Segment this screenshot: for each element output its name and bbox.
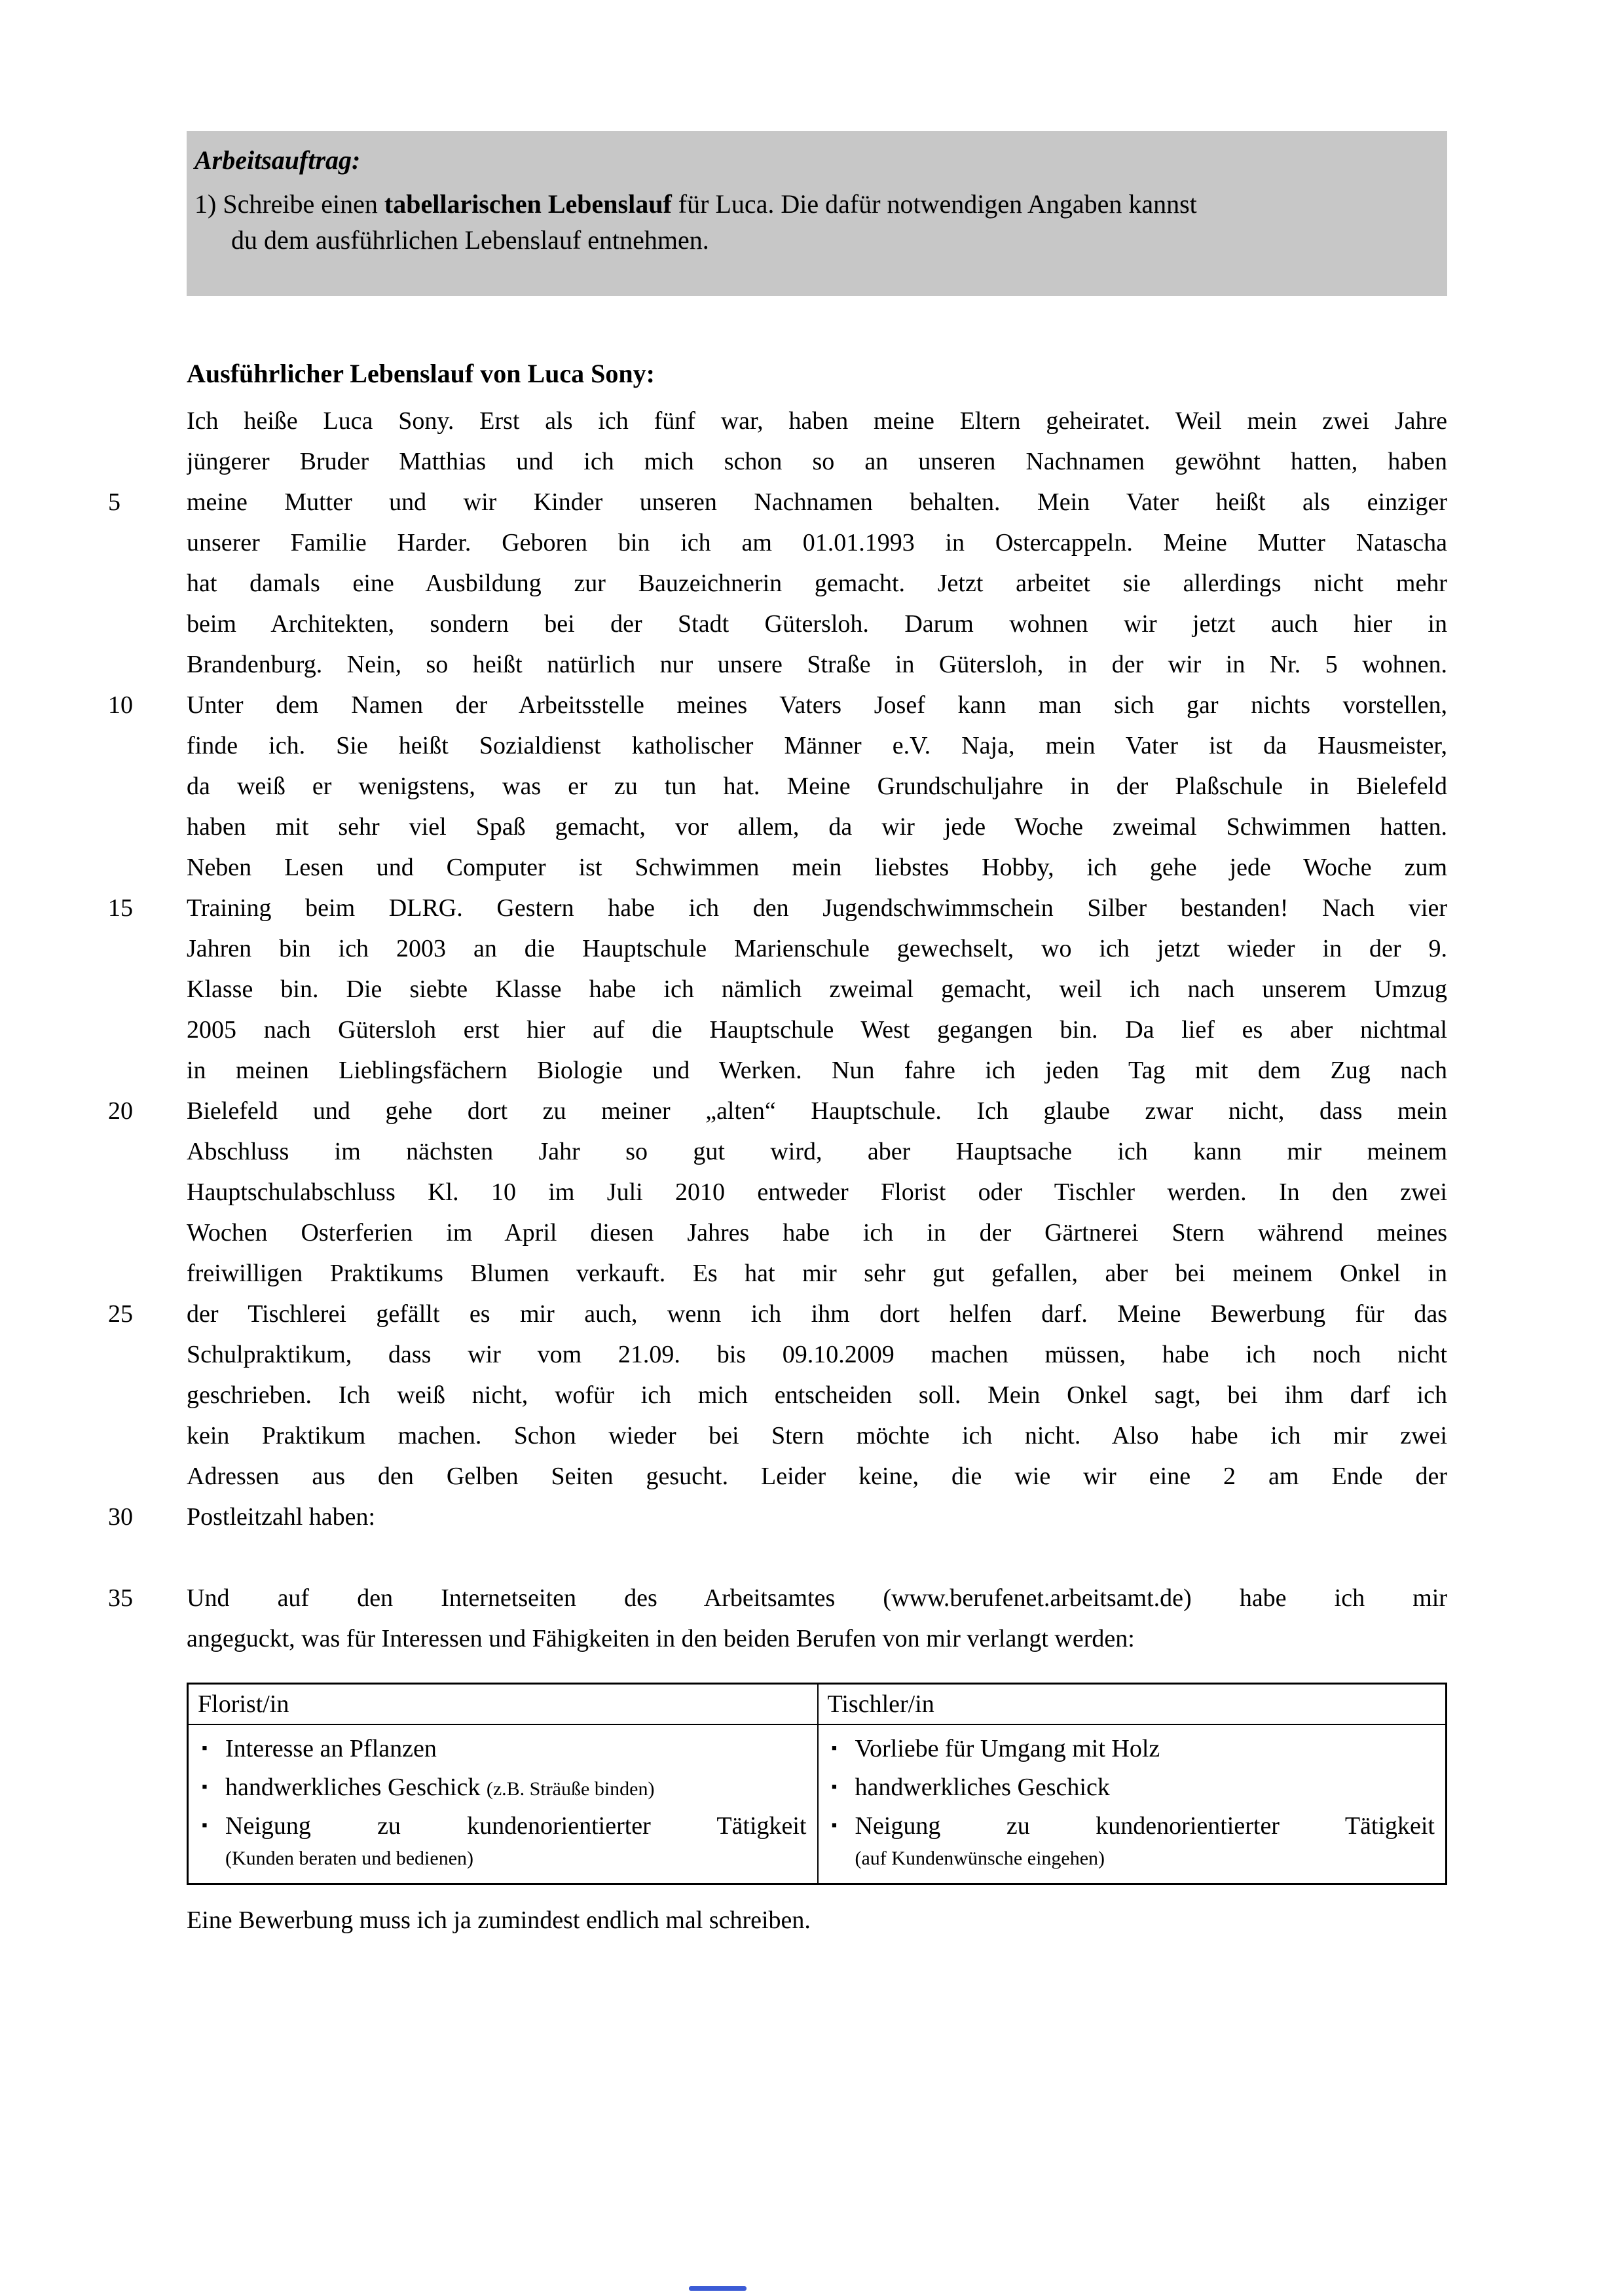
line-number: 15 <box>108 894 133 922</box>
essay-line-text: Brandenburg. Nein, so heißt natürlich nur unsere Straße in Gütersloh, in der wir in Nr. 5 wohnen. <box>187 651 1447 678</box>
essay-line <box>108 969 1447 1010</box>
bullet-item-line <box>225 1769 807 1808</box>
bullet-item-body <box>225 1730 807 1769</box>
line-number <box>108 1456 187 1497</box>
bullet-item-body <box>855 1769 1435 1808</box>
paragraph-line <box>108 1578 1447 1618</box>
bullet-item-body <box>855 1730 1435 1769</box>
line-number <box>108 522 187 563</box>
essay-line-text: Schulpraktikum, dass wir vom 21.09. bis 09.10.2009 machen müssen, habe ich noch nicht <box>187 1341 1447 1368</box>
essay-line-text: kein Praktikum machen. Schon wieder bei Stern möchte ich nicht. Also habe ich mir zwei <box>187 1422 1447 1449</box>
essay-line <box>108 1010 1447 1050</box>
bullet-text: handwerkliches Geschick <box>225 1774 487 1801</box>
table-bullet-item <box>195 1769 807 1808</box>
essay-line <box>108 1334 1447 1375</box>
bullet-note-inline: (z.B. Sträuße binden) <box>486 1778 655 1800</box>
task-item-line-1 <box>194 186 1430 222</box>
table-header-florist: Florist/in <box>198 1690 289 1718</box>
essay-line <box>108 1050 1447 1091</box>
essay-line-text: Adressen aus den Gelben Seiten gesucht. Leider keine, die wie wir eine 2 am Ende der <box>187 1463 1447 1490</box>
essay-line <box>108 644 1447 685</box>
essay-line-text: Neben Lesen und Computer ist Schwimmen mein liebstes Hobby, ich gehe jede Woche zum <box>187 854 1447 881</box>
essay-line-text: Hauptschulabschluss Kl. 10 im Juli 2010 entweder Florist oder Tischler werden. In den zwei <box>187 1178 1447 1206</box>
essay-line-text: meine Mutter und wir Kinder unseren Nachnamen behalten. Mein Vater heißt als einziger <box>187 488 1447 516</box>
essay-line <box>108 1375 1447 1415</box>
tischler-cell <box>817 1725 1446 1883</box>
essay-line-text: in meinen Lieblingsfächern Biologie und Werken. Nun fahre ich jeden Tag mit dem Zug nach <box>187 1057 1447 1084</box>
bullet-item-line <box>855 1769 1435 1808</box>
florist-cell <box>189 1725 817 1883</box>
internet-paragraph <box>108 1578 1447 1659</box>
essay-line <box>108 1131 1447 1172</box>
bullet-item-body <box>855 1808 1435 1871</box>
bullet-text: Neigung zu kundenorientierter Tätigkeit <box>855 1812 1435 1840</box>
essay-line-text: haben mit sehr viel Spaß gemacht, vor allem, da wir jede Woche zweimal Schwimmen hatten. <box>187 813 1447 841</box>
essay-line <box>108 847 1447 888</box>
page-content <box>108 0 1447 1939</box>
bullet-item-line <box>855 1808 1435 1846</box>
line-number <box>108 1050 187 1091</box>
line-number <box>108 604 187 644</box>
task-item-suffix: für Luca. Die dafür notwendigen Angaben kannst <box>671 189 1197 219</box>
bullet-item-line <box>225 1730 807 1769</box>
line-number <box>108 725 187 766</box>
line-number <box>108 1253 187 1294</box>
line-number: 5 <box>108 488 120 516</box>
essay-line-text: freiwilligen Praktikums Blumen verkauft. Es hat mir sehr gut gefallen, aber bei meinem Onkel in <box>187 1260 1447 1287</box>
bullet-text: handwerkliches Geschick <box>855 1774 1110 1801</box>
essay-line-text: Bielefeld und gehe dort zu meiner „alten“ Hauptschule. Ich glaube zwar nicht, dass mein <box>187 1097 1447 1125</box>
essay-line-text: hat damals eine Ausbildung zur Bauzeichnerin gemacht. Jetzt arbeitet sie allerdings nicht mehr <box>187 570 1447 597</box>
essay-line <box>108 482 1447 522</box>
table-header-tischler: Tischler/in <box>817 1685 1446 1724</box>
paragraph-line-text: Und auf den Internetseiten des Arbeitsamtes (www.berufenet.arbeitsamt.de) habe ich mir <box>187 1584 1447 1612</box>
essay-line <box>108 1497 1447 1537</box>
essay-line <box>108 441 1447 482</box>
table-bullet-item <box>825 1808 1435 1871</box>
task-item-prefix: 1) Schreibe einen <box>194 189 384 219</box>
bullet-text: Interesse an Pflanzen <box>225 1735 437 1762</box>
line-number: 25 <box>108 1300 133 1328</box>
essay-line <box>108 685 1447 725</box>
essay-line <box>108 1294 1447 1334</box>
bullet-icon: ▪ <box>202 1817 208 1834</box>
line-number <box>108 563 187 604</box>
essay-line-text: Klasse bin. Die siebte Klasse habe ich nämlich zweimal gemacht, weil ich nach unserem Umzug <box>187 975 1447 1003</box>
essay-body <box>108 401 1447 1537</box>
bullet-icon: ▪ <box>831 1778 838 1796</box>
task-box <box>187 131 1447 296</box>
essay-line-text: Postleitzahl haben: <box>187 1503 376 1531</box>
essay-line-text: Unter dem Namen der Arbeitsstelle meines Vaters Josef kann man sich gar nichts vorstellen, <box>187 691 1447 719</box>
essay-line <box>108 1212 1447 1253</box>
footer-artifact <box>689 2286 747 2291</box>
task-item-line-2: du dem ausführlichen Lebenslauf entnehmen. <box>231 225 709 255</box>
paragraph-line-text: angeguckt, was für Interessen und Fähigkeiten in den beiden Berufen von mir verlangt werden: <box>187 1625 1135 1652</box>
line-number <box>108 1415 187 1456</box>
bullet-icon: ▪ <box>831 1740 838 1757</box>
essay-line <box>108 888 1447 928</box>
bullet-text: Vorliebe für Umgang mit Holz <box>855 1735 1160 1762</box>
essay-line <box>108 401 1447 441</box>
essay-line <box>108 766 1447 807</box>
essay-line <box>108 1091 1447 1131</box>
essay-line-text: geschrieben. Ich weiß nicht, wofür ich mich entscheiden soll. Mein Onkel sagt, bei ihm darf ich <box>187 1381 1447 1409</box>
line-number <box>108 1010 187 1050</box>
bullet-note-below: (auf Kundenwünsche eingehen) <box>855 1848 1105 1869</box>
line-number <box>108 441 187 482</box>
line-number <box>108 807 187 847</box>
essay-line-text: unserer Familie Harder. Geboren bin ich am 01.01.1993 in Ostercappeln. Meine Mutter Natascha <box>187 529 1447 556</box>
line-number <box>108 766 187 807</box>
bullet-icon: ▪ <box>202 1740 208 1757</box>
bullet-item-body <box>225 1808 807 1871</box>
line-number <box>108 969 187 1010</box>
essay-line-text: Jahren bin ich 2003 an die Hauptschule Marienschule gewechselt, wo ich jetzt wieder in der 9. <box>187 935 1447 962</box>
bullet-icon: ▪ <box>202 1778 208 1796</box>
table-bullet-item <box>195 1808 807 1871</box>
essay-line <box>108 807 1447 847</box>
essay-line-text: Training beim DLRG. Gestern habe ich den Jugendschwimmschein Silber bestanden! Nach vier <box>187 894 1447 922</box>
task-item-bold: tabellarischen Lebenslauf <box>384 189 672 219</box>
bullet-item-body <box>225 1769 807 1808</box>
essay-line-text: jüngerer Bruder Matthias und ich mich schon so an unseren Nachnamen gewöhnt hatten, haben <box>187 448 1447 475</box>
essay-line-text: der Tischlerei gefällt es mir auch, wenn ich ihm dort helfen darf. Meine Bewerbung für das <box>187 1300 1447 1328</box>
essay-line <box>108 604 1447 644</box>
essay-line <box>108 725 1447 766</box>
table-bullet-item <box>195 1730 807 1769</box>
task-box-title: Arbeitsauftrag: <box>194 145 361 175</box>
line-number: 35 <box>108 1584 133 1612</box>
closing-line: Eine Bewerbung muss ich ja zumindest endlich mal schreiben. <box>187 1906 811 1934</box>
essay-line-text: finde ich. Sie heißt Sozialdienst katholischer Männer e.V. Naja, mein Vater ist da Hausmeister, <box>187 732 1447 759</box>
bullet-item-line <box>225 1808 807 1846</box>
table-body-row <box>189 1725 1445 1883</box>
line-number <box>108 1334 187 1375</box>
essay-line <box>108 1456 1447 1497</box>
bullet-note-below: (Kunden beraten und bedienen) <box>225 1848 474 1869</box>
bullet-icon: ▪ <box>831 1817 838 1834</box>
table-bullet-item <box>825 1730 1435 1769</box>
line-number <box>108 1618 187 1659</box>
essay-line <box>108 1415 1447 1456</box>
line-number <box>108 1212 187 1253</box>
line-number <box>108 1131 187 1172</box>
essay-line-text: da weiß er wenigstens, was er zu tun hat. Meine Grundschuljahre in der Plaßschule in Bielefeld <box>187 773 1447 800</box>
line-number <box>108 1375 187 1415</box>
line-number <box>108 1172 187 1212</box>
line-number <box>108 401 187 441</box>
professions-table <box>187 1683 1447 1885</box>
line-number: 10 <box>108 691 133 719</box>
line-number: 30 <box>108 1503 133 1531</box>
bullet-item-line <box>855 1730 1435 1769</box>
essay-line <box>108 1172 1447 1212</box>
line-number: 20 <box>108 1097 133 1125</box>
essay-line <box>108 1253 1447 1294</box>
line-number <box>108 644 187 685</box>
essay-line-text: Ich heiße Luca Sony. Erst als ich fünf war, haben meine Eltern geheiratet. Weil mein zwei Jahre <box>187 407 1447 435</box>
essay-line-text: 2005 nach Gütersloh erst hier auf die Hauptschule West gegangen bin. Da lief es aber nichtmal <box>187 1016 1447 1044</box>
essay-line-text: Wochen Osterferien im April diesen Jahres habe ich in der Gärtnerei Stern während meines <box>187 1219 1447 1247</box>
paragraph-line <box>108 1618 1447 1659</box>
essay-line <box>108 928 1447 969</box>
essay-line-text: Abschluss im nächsten Jahr so gut wird, aber Hauptsache ich kann mir meinem <box>187 1138 1447 1165</box>
essay-line-text: beim Architekten, sondern bei der Stadt Gütersloh. Darum wohnen wir jetzt auch hier in <box>187 610 1447 638</box>
table-header-row <box>189 1685 1445 1725</box>
table-bullet-item <box>825 1769 1435 1808</box>
line-number <box>108 847 187 888</box>
bullet-text: Neigung zu kundenorientierter Tätigkeit <box>225 1812 807 1840</box>
essay-heading: Ausführlicher Lebenslauf von Luca Sony: <box>187 359 655 388</box>
essay-line <box>108 563 1447 604</box>
essay-line <box>108 522 1447 563</box>
line-number <box>108 928 187 969</box>
